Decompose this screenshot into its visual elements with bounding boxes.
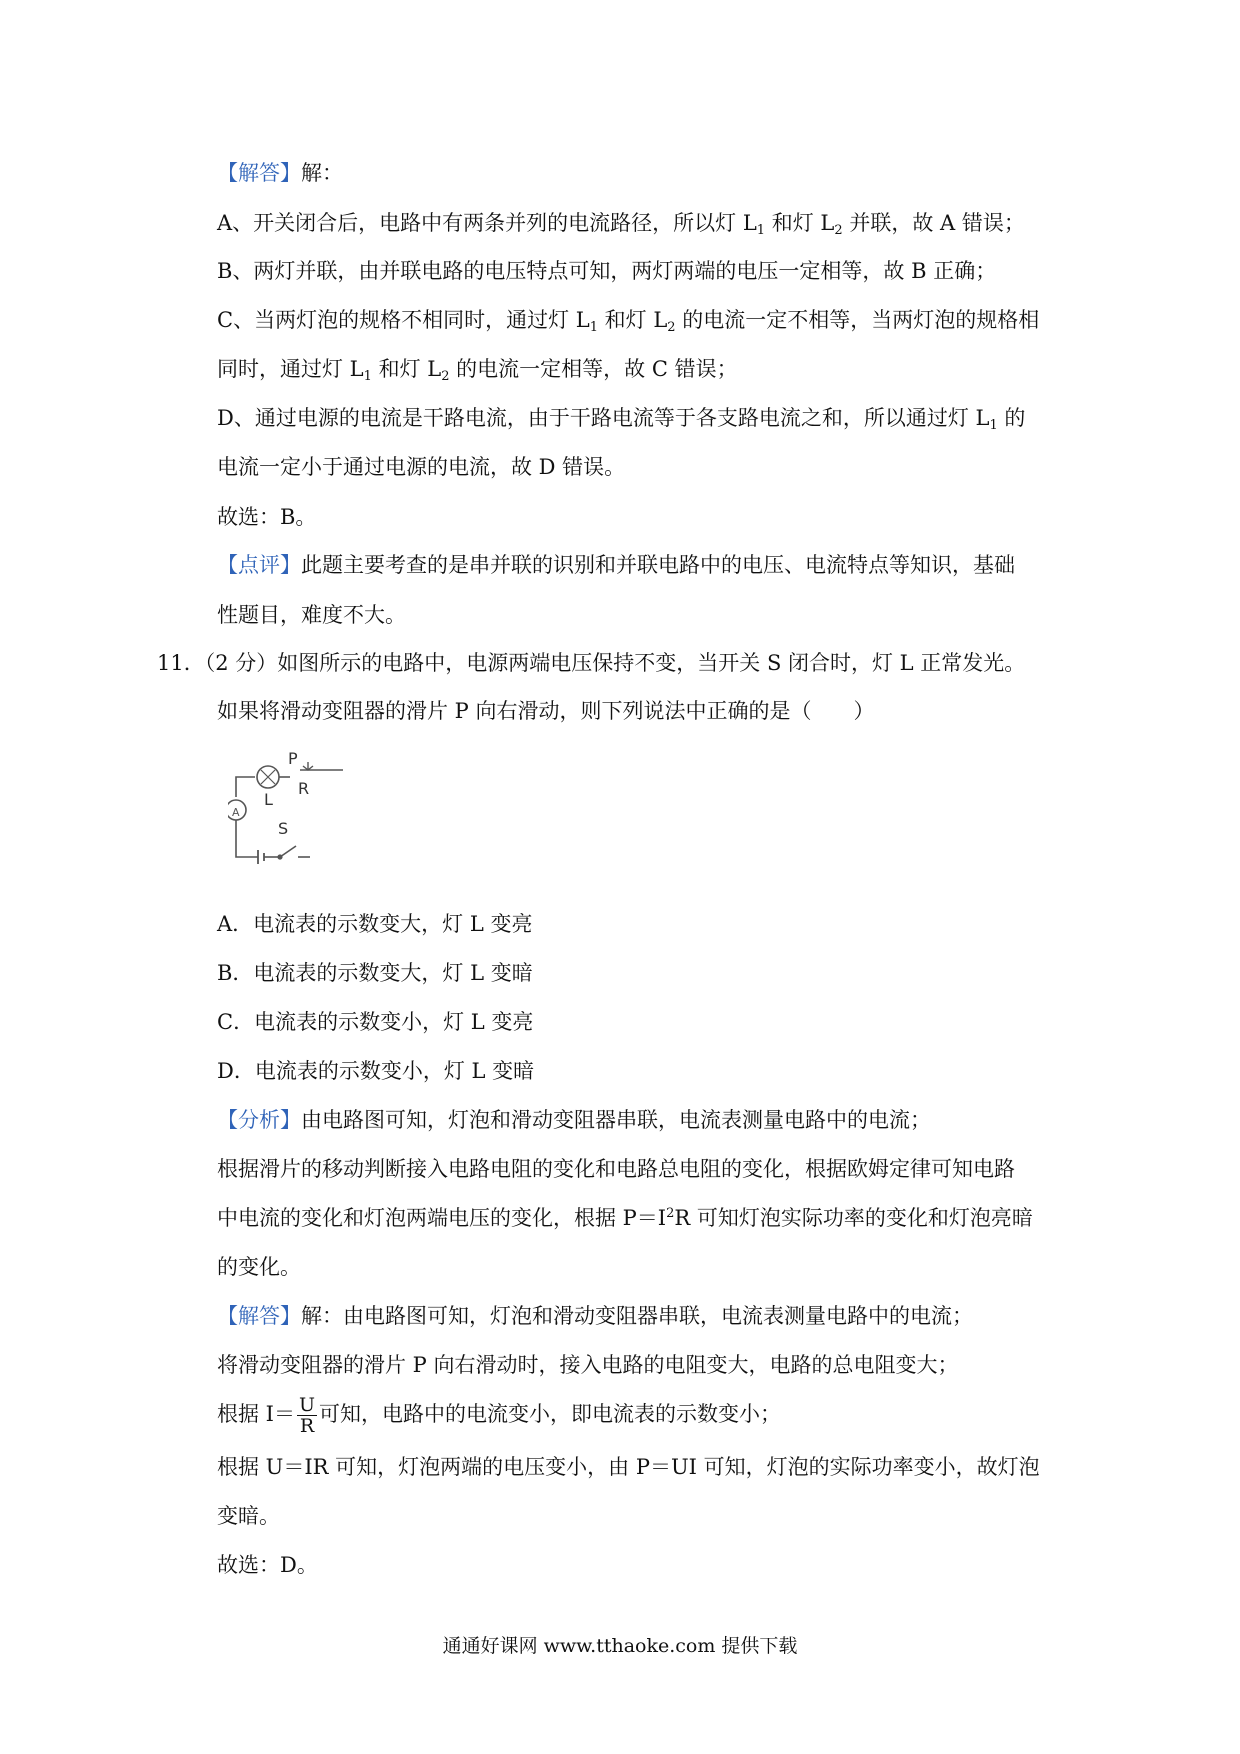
- analysis-line4: 的变化。: [217, 1255, 301, 1279]
- circuit-wire-top-left: [236, 777, 255, 782]
- answer-line1: 【解答】解：由电路图可知，灯泡和滑动变阻器串联，电流表测量电路中的电流；: [217, 1304, 973, 1328]
- analysis-line2: 根据滑片的移动判断接入电路电阻的变化和电路总电阻的变化，根据欧姆定律可知电路: [217, 1157, 1015, 1181]
- label-s: S: [278, 819, 289, 838]
- label-r: R: [298, 779, 310, 798]
- slider-arrow-icon: [303, 762, 313, 770]
- prev-answer-c-line2: 同时，通过灯 $L_1$ 和灯 $L_2$ 的电流一定相等，故 C 错误；: [217, 357, 738, 384]
- page-footer: 通通好课网 www.tthaoke.com 提供下载: [442, 1635, 798, 1657]
- prev-answer-heading: 【解答】解：: [217, 161, 343, 185]
- prev-answer-d-line2: 电流一定小于通过电源的电流，故 D 错误。: [217, 455, 626, 479]
- label-l: L: [264, 790, 273, 809]
- answer-line2: 将滑动变阻器的滑片 P 向右滑动时，接入电路的电阻变大，电路的总电阻变大；: [217, 1353, 959, 1377]
- option-d: D．电流表的示数变小，灯 L 变暗: [217, 1059, 535, 1083]
- question-11-line2: 如果将滑动变阻器的滑片 P 向右滑动，则下列说法中正确的是（ ）: [217, 699, 875, 723]
- analysis-line3: 中电流的变化和灯泡两端电压的变化，根据 $P=I^2R$ 可知灯泡实际功率的变化和灯泡亮暗: [217, 1206, 1033, 1230]
- answer-line4: 根据 U＝IR 可知，灯泡两端的电压变小，由 P＝UI 可知，灯泡的实际功率变小，故灯泡: [217, 1455, 1040, 1479]
- prev-answer-a: A、开关闭合后，电路中有两条并列的电流路径，所以灯 $L_1$ 和灯 $L_2$ 并联，故 A 错误；: [217, 211, 1025, 238]
- label-p: P: [288, 752, 298, 768]
- circuit-diagram: [228, 752, 368, 867]
- prev-comment-line1: 【点评】此题主要考查的是串并联的识别和并联电路中的电压、电流特点等知识，基础: [217, 553, 1015, 577]
- switch-icon: [280, 846, 296, 857]
- option-b: B．电流表的示数变大，灯 L 变暗: [217, 961, 533, 985]
- answer-choice: 故选：D。: [217, 1553, 318, 1577]
- answer-line5: 变暗。: [217, 1504, 280, 1528]
- analysis-line1: 【分析】由电路图可知，灯泡和滑动变阻器串联，电流表测量电路中的电流；: [217, 1108, 931, 1132]
- svg-text:A: A: [232, 806, 240, 819]
- option-c: C．电流表的示数变小，灯 L 变亮: [217, 1010, 534, 1034]
- prev-answer-d-line1: D、通过电源的电流是干路电流，由于干路电流等于各支路电流之和，所以通过灯 $L_1$ 的: [217, 406, 1026, 433]
- option-a: A．电流表的示数变大，灯 L 变亮: [217, 912, 533, 936]
- analysis-tag: 【分析】: [217, 1108, 301, 1132]
- circuit-wire-left-bottom: [236, 820, 258, 857]
- fraction-u-over-r: $\frac{U}{R}$: [298, 1394, 315, 1437]
- prev-answer-c-line1: C、当两灯泡的规格不相同时，通过灯 $L_1$ 和灯 $L_2$ 的电流一定不相等，当两灯泡的规格相: [217, 308, 1040, 335]
- prev-answer-choice: 故选：B。: [217, 505, 317, 529]
- question-11-line1: 11．（2 分）如图所示的电路中，电源两端电压保持不变，当开关 S 闭合时，灯 L 正常发光。: [157, 651, 1026, 675]
- answer-line3: 根据 I＝ $\frac{U}{R}$ 可知，电路中的电流变小，即电流表的示数变小；: [217, 1394, 781, 1437]
- answer-tag-2: 【解答】: [217, 1304, 301, 1328]
- prev-comment-line2: 性题目，难度不大。: [217, 603, 406, 627]
- answer-tag: 【解答】: [217, 161, 301, 185]
- comment-tag: 【点评】: [217, 553, 301, 577]
- prev-answer-b: B、两灯并联，由并联电路的电压特点可知，两灯两端的电压一定相等，故 B 正确；: [217, 259, 997, 283]
- battery-icon: [258, 850, 264, 864]
- question-number: 11．: [157, 651, 205, 675]
